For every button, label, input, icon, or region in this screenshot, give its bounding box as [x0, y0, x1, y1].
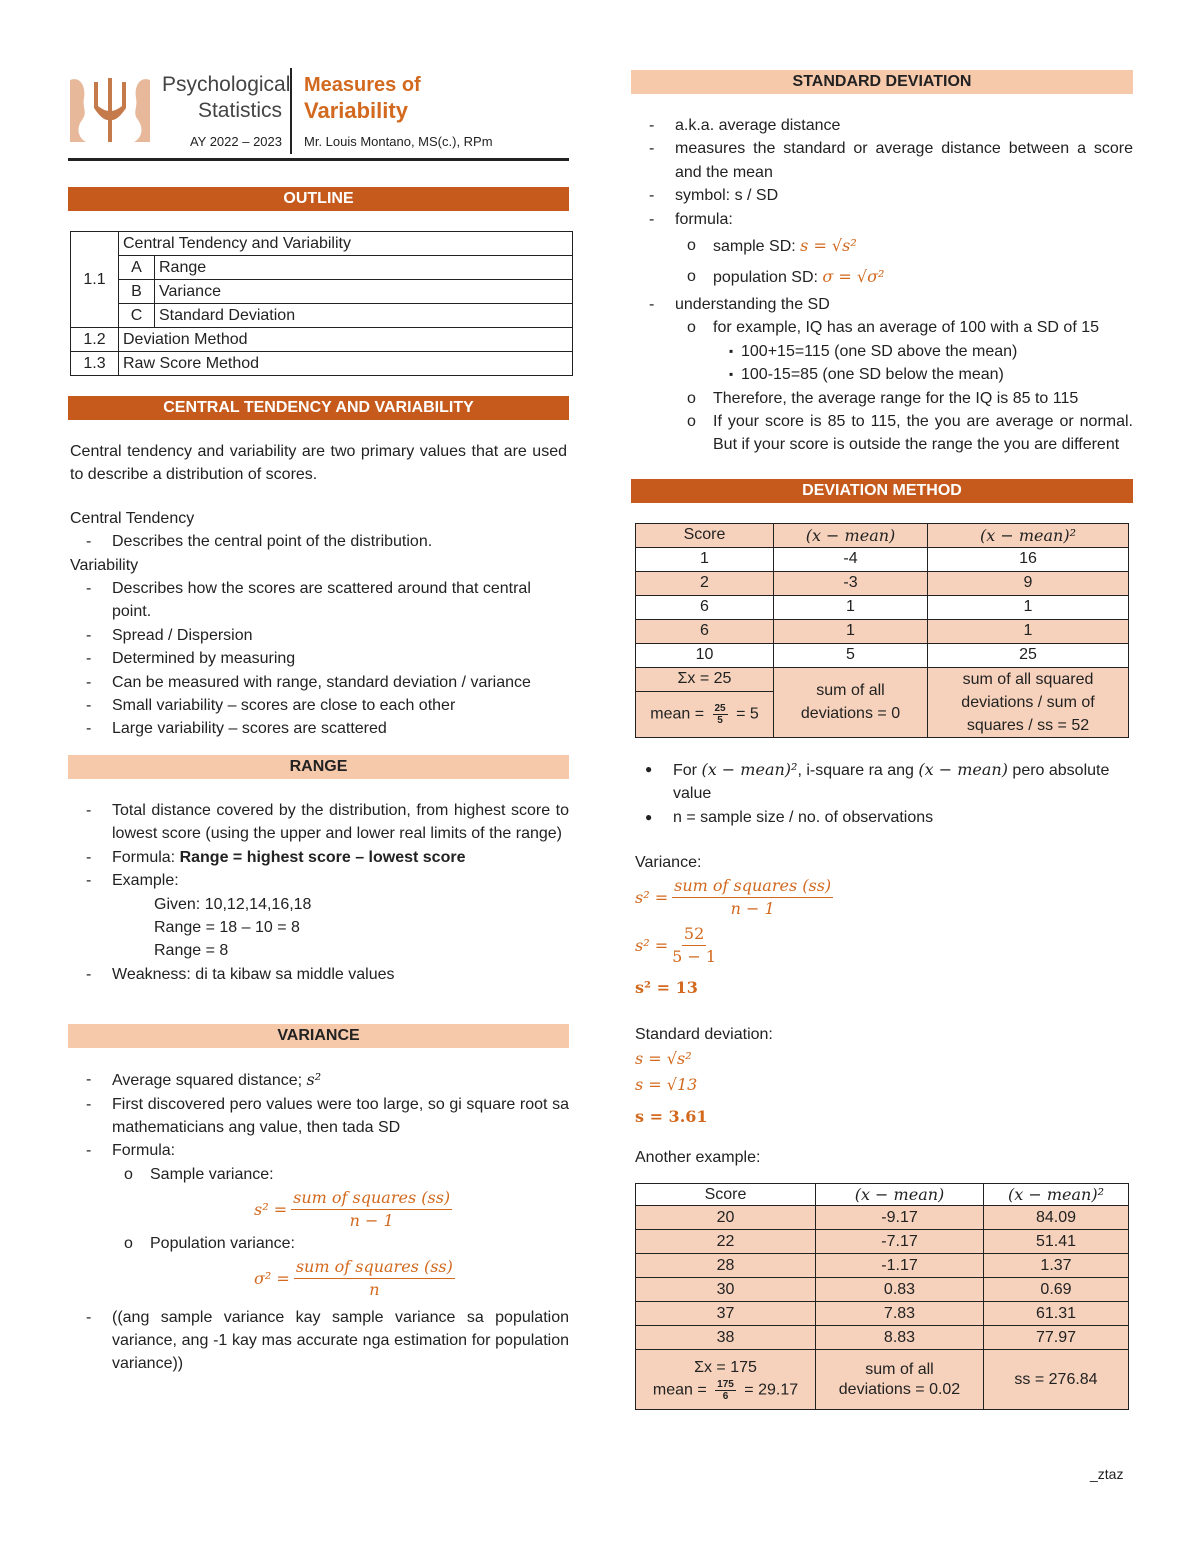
variance-item-1: [68, 1068, 569, 1092]
sd-population-label: population SD:: [713, 269, 823, 287]
ex2-cell: 0.83: [816, 1278, 984, 1302]
var-item-1: - Describes how the scores are scattered around that central point.: [68, 577, 569, 624]
devmethod-header-score: Score: [636, 523, 774, 547]
variance-item-1-text: Average squared distance;: [112, 1072, 307, 1090]
sd-calc-2: s = √13: [635, 1074, 698, 1094]
sd-result: s = 3.61: [635, 1106, 708, 1126]
sd-item-4: - formula:: [631, 208, 1133, 231]
variance-calc-1-num: sum of squares (ss): [672, 875, 833, 898]
dm-note-1-pre: For: [673, 761, 702, 779]
ex2-mean: [640, 1379, 811, 1402]
dm-ss: sum of all squared deviations / sum of squares / ss = 52: [928, 667, 1129, 737]
left-column: [68, 187, 569, 1376]
sd-understand-2: o Therefore, the average range for the IQ is 85 to 115: [631, 387, 1133, 410]
var-heading: Variability: [70, 556, 139, 574]
outline-ct-var: Central Tendency and Variability: [119, 232, 573, 256]
sd-sample-formula: [631, 231, 1133, 262]
dm-note-1-post: pero absolute value: [673, 761, 1110, 803]
outline-num-1-1: 1.1: [71, 232, 119, 328]
range-formula-label: Formula:: [112, 848, 180, 866]
right-column: [631, 70, 1133, 1410]
dm-note-1-m2: (x − mean): [918, 759, 1008, 779]
dm-note-2: ● n = sample size / no. of observations: [631, 806, 1133, 829]
dm-cell: 6: [636, 595, 774, 619]
devmethod-table: [635, 523, 1129, 738]
ex2-mean-den: 6: [722, 1391, 729, 1403]
sd-item-3: - symbol: s / SD: [631, 184, 1133, 207]
variance-item-2: - First discovered pero values were too large, so gi square root sa mathematicians ang value, then tada SD: [68, 1093, 569, 1140]
range-title: RANGE: [68, 755, 569, 779]
dm-cell: -4: [774, 547, 928, 571]
outline-table: [70, 231, 573, 376]
course-line1: Psychological: [162, 73, 291, 96]
sd-item-5: - understanding the SD: [631, 293, 1133, 316]
ex2-cell: 0.69: [984, 1278, 1129, 1302]
sd-understand-1a: ▪ 100+15=115 (one SD above the mean): [631, 340, 1133, 363]
dm-sum-dev: sum of all deviations = 0: [774, 667, 928, 737]
ex2-cell: 1.37: [984, 1254, 1129, 1278]
devmethod-title: DEVIATION METHOD: [631, 479, 1133, 503]
sd-title: STANDARD DEVIATION: [631, 70, 1133, 94]
ex2-cell: 38: [636, 1326, 816, 1350]
dm-cell: 16: [928, 547, 1129, 571]
ex2-mean-num: 175: [717, 1379, 734, 1391]
dm-cell: 1: [774, 619, 928, 643]
dm-cell: 1: [636, 547, 774, 571]
sd-calc-1: s = √s²: [635, 1048, 692, 1068]
range-example-3: Range = 8: [154, 942, 229, 960]
dm-cell: 6: [636, 619, 774, 643]
dm-cell: 5: [774, 643, 928, 667]
ex2-cell: -9.17: [816, 1206, 984, 1230]
dm-cell: 10: [636, 643, 774, 667]
range-item-1: - Total distance covered by the distribution, from highest score to lowest score (using the upper and lower real limits of the range): [68, 799, 569, 846]
population-variance-num: sum of squares (ss): [294, 1256, 455, 1279]
topic-line1: Measures of: [304, 74, 421, 96]
dm-mean-label: mean =: [650, 705, 705, 723]
range-item-4: - Weakness: di ta kibaw sa middle values: [68, 963, 569, 986]
outline-variance: Variance: [155, 280, 573, 304]
dm-note-1: [631, 758, 1133, 806]
sd-item-2: - measures the standard or average distance between a score and the mean: [631, 137, 1133, 184]
dm-cell: 25: [928, 643, 1129, 667]
range-item-2: [68, 846, 569, 869]
devmethod-header-dev: (x − mean): [774, 523, 928, 547]
sd-heading: Standard deviation:: [635, 1025, 773, 1043]
sd-understand-1: o for example, IQ has an average of 100 with a SD of 15: [631, 316, 1133, 339]
ctv-title: CENTRAL TENDENCY AND VARIABILITY: [68, 396, 569, 420]
variance-calc-1: [631, 875, 1133, 921]
ex2-cell: 51.41: [984, 1230, 1129, 1254]
variance-calc-1-lhs: s² =: [635, 888, 669, 907]
population-variance-formula: [68, 1256, 569, 1302]
variance-calc-2-den: 5 − 1: [672, 947, 717, 966]
outline-title: OUTLINE: [68, 187, 569, 211]
ex2-sum-x: Σx = 175: [694, 1359, 757, 1377]
ex2-cell: 30: [636, 1278, 816, 1302]
sample-variance-formula: [68, 1186, 569, 1232]
dm-note-1-m1: (x − mean)²: [701, 759, 798, 779]
outline-deviation: Deviation Method: [119, 328, 573, 352]
outline-num-1-3: 1.3: [71, 352, 119, 376]
ex2-cell: 7.83: [816, 1302, 984, 1326]
ex2-cell: 77.97: [984, 1326, 1129, 1350]
dm-cell: 1: [774, 595, 928, 619]
variance-calc-2: [631, 921, 1133, 971]
page-header: [68, 66, 569, 162]
sd-understand-3: o If your score is 85 to 115, the you are average or normal. But if your score is outside the range the you are different: [631, 410, 1133, 457]
outline-raw: Raw Score Method: [119, 352, 573, 376]
ex2-header-dev: (x − mean): [816, 1184, 984, 1206]
sd-understand-1b: ▪ 100-15=85 (one SD below the mean): [631, 363, 1133, 386]
dm-cell: 1: [928, 595, 1129, 619]
dm-sum-x: Σx = 25: [636, 667, 774, 691]
dm-mean-den: 5: [717, 714, 723, 726]
ex2-cell: 22: [636, 1230, 816, 1254]
topic-title: [304, 72, 421, 124]
variance-calc-2-num: 52: [682, 923, 706, 946]
outline-letter-c: C: [119, 304, 155, 328]
dm-cell: 2: [636, 571, 774, 595]
var-item-6: - Large variability – scores are scattered: [68, 717, 569, 740]
population-variance-lhs: σ² =: [254, 1269, 290, 1289]
ex2-mean-label: mean =: [652, 1382, 707, 1400]
sd-sample-eq: s = √s²: [800, 236, 857, 256]
ex2-ss: ss = 276.84: [984, 1350, 1129, 1410]
var-item-3: - Determined by measuring: [68, 647, 569, 670]
ex2-cell: 28: [636, 1254, 816, 1278]
outline-letter-b: B: [119, 280, 155, 304]
variance-heading: Variance:: [635, 854, 702, 872]
outline-num-1-2: 1.2: [71, 328, 119, 352]
sd-item-1: - a.k.a. average distance: [631, 114, 1133, 137]
sd-population-eq: σ = √σ²: [822, 267, 885, 287]
population-variance-label: o Population variance:: [68, 1232, 569, 1255]
dm-mean: [636, 691, 774, 737]
outline-range: Range: [155, 256, 573, 280]
ex2-cell: 8.83: [816, 1326, 984, 1350]
footer-mark: _ztaz: [1090, 1466, 1124, 1482]
ex2-cell: 84.09: [984, 1206, 1129, 1230]
variance-item-3: - Formula:: [68, 1139, 569, 1162]
ct-item: - Describes the central point of the distribution.: [68, 530, 569, 553]
header-divider: [290, 68, 292, 154]
sample-variance-lhs: s² =: [254, 1199, 288, 1219]
ex2-cell: 61.31: [984, 1302, 1129, 1326]
example2-table: [635, 1183, 1129, 1410]
dm-cell: 9: [928, 571, 1129, 595]
topic-line2: Variability: [304, 98, 408, 123]
ex2-mean-result: = 29.17: [744, 1382, 799, 1400]
ex2-cell: 20: [636, 1206, 816, 1230]
dm-mean-num: 25: [714, 702, 726, 714]
variance-title: VARIANCE: [68, 1024, 569, 1048]
variance-symbol: s²: [306, 1070, 322, 1090]
range-formula: Range = highest score – lowest score: [179, 848, 466, 866]
another-example: Another example:: [635, 1148, 761, 1166]
population-variance-den: n: [369, 1280, 380, 1300]
instructor: Mr. Louis Montano, MS(c.), RPm: [304, 134, 493, 149]
variance-calc-2-lhs: s² =: [635, 936, 669, 955]
course-line2: Statistics: [197, 99, 282, 122]
sd-population-formula: [631, 262, 1133, 293]
sd-sample-label: sample SD:: [713, 238, 801, 256]
sample-variance-num: sum of squares (ss): [291, 1187, 452, 1210]
ct-heading: Central Tendency: [70, 509, 195, 527]
ex2-cell: -7.17: [816, 1230, 984, 1254]
var-item-4: - Can be measured with range, standard deviation / variance: [68, 671, 569, 694]
ex2-sum-dev: sum of all deviations = 0.02: [816, 1350, 984, 1410]
variance-item-4: - ((ang sample variance kay sample variance sa population variance, ang -1 kay mas accurate nga estimation for population variance)): [68, 1306, 569, 1376]
psi-heads-logo: [68, 72, 152, 144]
outline-sd: Standard Deviation: [155, 304, 573, 328]
ex2-header-score: Score: [636, 1184, 816, 1206]
ex2-cell: -1.17: [816, 1254, 984, 1278]
var-item-5: - Small variability – scores are close to each other: [68, 694, 569, 717]
dm-cell: -3: [774, 571, 928, 595]
sample-variance-den: n − 1: [349, 1210, 394, 1230]
variance-calc-1-den: n − 1: [730, 899, 775, 918]
ex2-summary-left: [636, 1350, 816, 1410]
course-title: [162, 72, 291, 124]
sample-variance-label: o Sample variance:: [68, 1163, 569, 1186]
variance-result: s² = 13: [635, 977, 698, 997]
dm-cell: 1: [928, 619, 1129, 643]
devmethod-header-sq: (x − mean)²: [928, 523, 1129, 547]
range-item-3: - Example:: [68, 869, 569, 892]
var-item-2: - Spread / Dispersion: [68, 624, 569, 647]
dm-note-1-mid: , i-square ra ang: [797, 761, 919, 779]
range-example-2: Range = 18 – 10 = 8: [154, 918, 300, 936]
range-example-1: Given: 10,12,14,16,18: [154, 895, 312, 913]
dm-mean-result: = 5: [736, 705, 759, 723]
ex2-cell: 37: [636, 1302, 816, 1326]
academic-year: AY 2022 – 2023: [189, 134, 282, 149]
ex2-header-sq: (x − mean)²: [984, 1184, 1129, 1206]
outline-letter-a: A: [119, 256, 155, 280]
header-rule: [68, 158, 569, 161]
ctv-intro: Central tendency and variability are two primary values that are used to describe a distribution of scores.: [70, 443, 567, 484]
